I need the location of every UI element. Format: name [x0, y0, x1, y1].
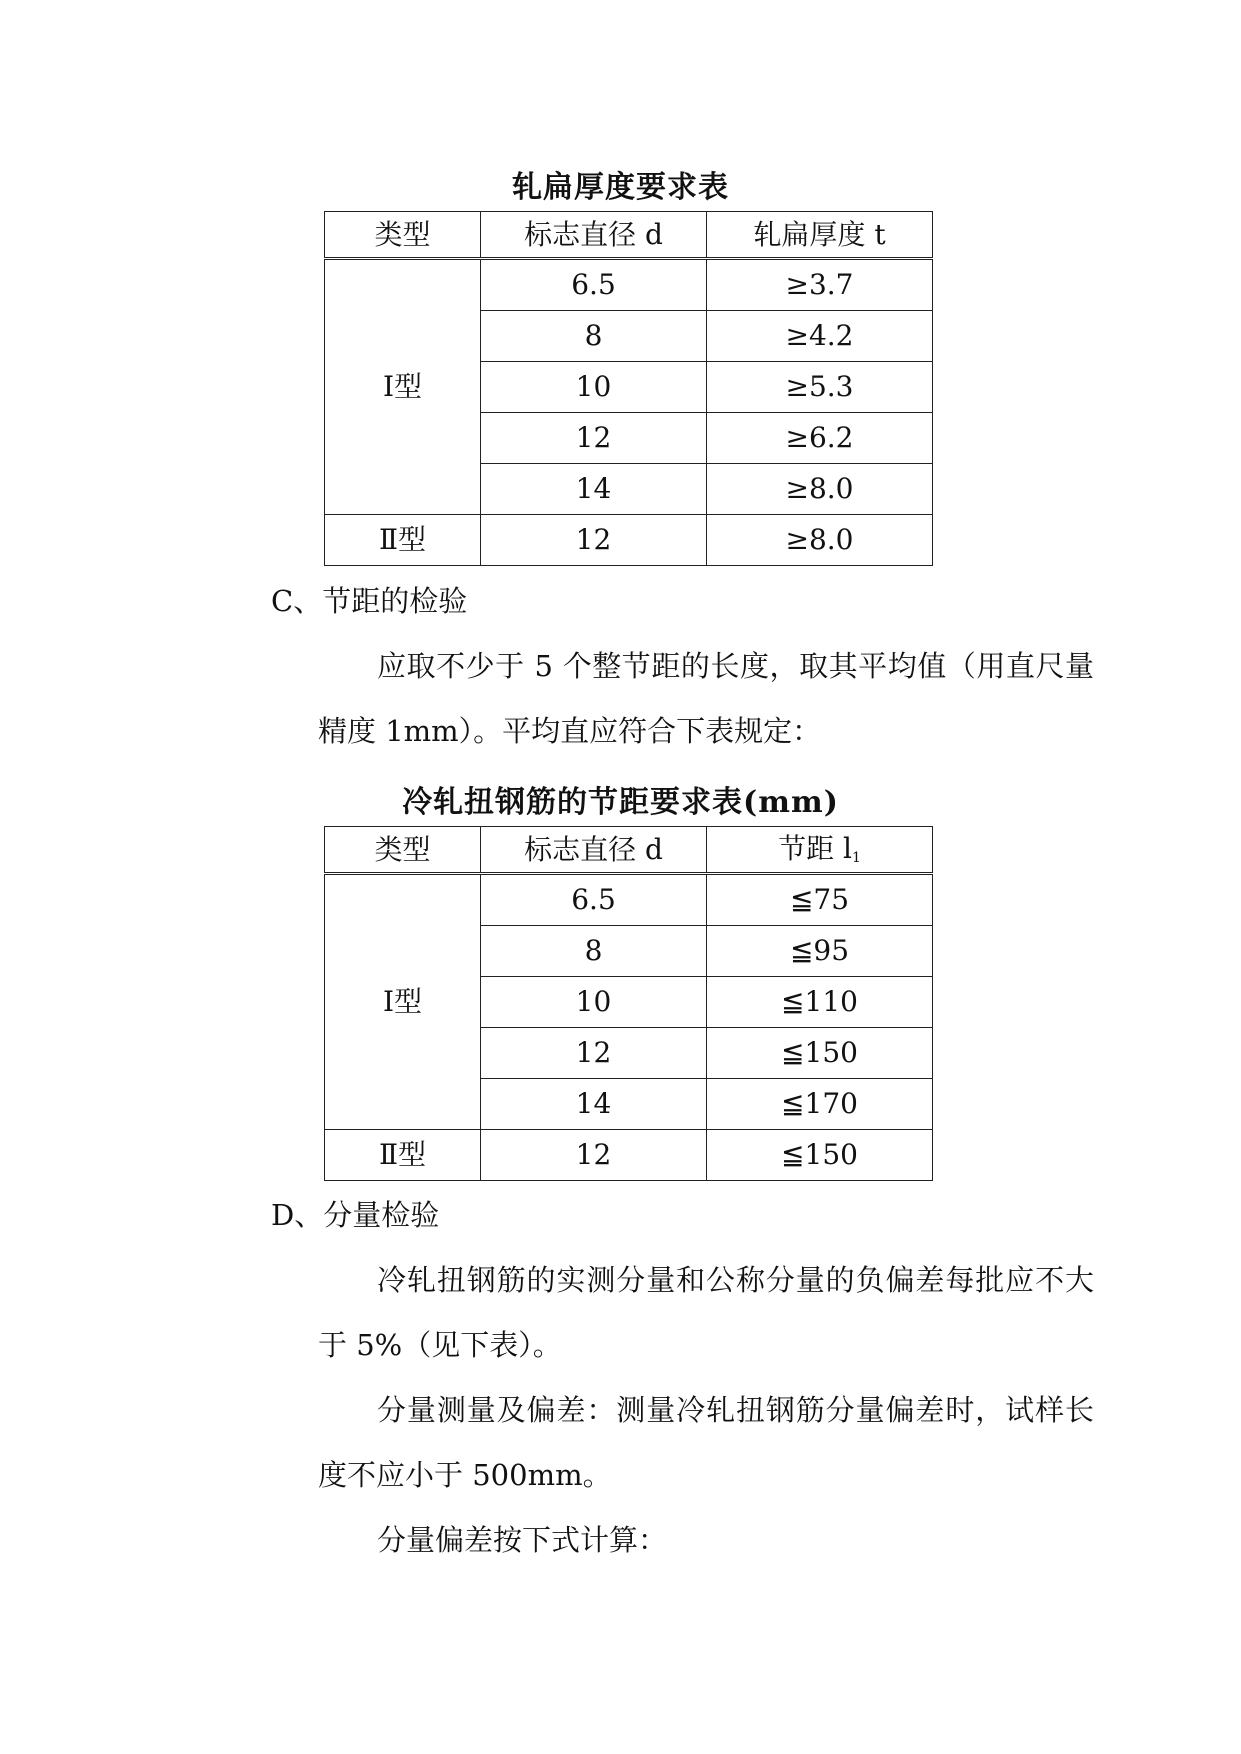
- table2-header-pitch: [707, 827, 933, 874]
- table2-cell-d: 14: [481, 1079, 707, 1130]
- table2-header-row: [325, 827, 933, 874]
- table2-header-pitch-label: 节距 l: [778, 831, 852, 865]
- section-d-heading: D、分量检验: [271, 1198, 440, 1232]
- table1-cell-d: 14: [481, 464, 707, 515]
- table2-caption: 冷轧扭钢筋的节距要求表(mm): [402, 785, 839, 820]
- table2-header-diameter: 标志直径 d: [481, 827, 707, 874]
- table2-cell-pitch: ≦95: [707, 926, 933, 977]
- table2-cell-pitch: ≦150: [707, 1028, 933, 1079]
- table2-cell-pitch: ≦75: [707, 874, 933, 926]
- table1-cell-d: 6.5: [481, 259, 707, 311]
- table1-type-i: Ⅰ型: [325, 259, 481, 515]
- section-d-paragraph-1: 冷轧扭钢筋的实测分量和公称分量的负偏差每批应不大于 5%（见下表）。: [318, 1263, 1094, 1362]
- table2-cell-pitch: ≦110: [707, 977, 933, 1028]
- table1-cell-t: ≥3.7: [707, 259, 933, 311]
- table1-header-row: [325, 212, 933, 259]
- section-d-paragraph-3: 分量偏差按下式计算：: [377, 1523, 668, 1557]
- table1-cell-t: ≥6.2: [707, 413, 933, 464]
- table2-cell-d: 12: [481, 1130, 707, 1181]
- table1-header-thickness: 轧扁厚度 t: [707, 212, 933, 259]
- table2-cell-pitch: ≦150: [707, 1130, 933, 1181]
- section-d-paragraph-2: 分量测量及偏差：测量冷轧扭钢筋分量偏差时，试样长度不应小于 500mm。: [318, 1393, 1094, 1492]
- table2-header-type: 类型: [325, 827, 481, 874]
- table1-cell-t: ≥8.0: [707, 464, 933, 515]
- table-row: [325, 259, 933, 311]
- table2-cell-pitch: ≦170: [707, 1079, 933, 1130]
- table1-rolled-thickness: [324, 211, 933, 566]
- section-c-paragraph: 应取不少于 5 个整节距的长度，取其平均值（用直尺量精度 1mm）。平均直应符合下表规定：: [318, 649, 1094, 748]
- table2-cell-d: 8: [481, 926, 707, 977]
- table1-cell-d: 8: [481, 311, 707, 362]
- table1-header-diameter: 标志直径 d: [481, 212, 707, 259]
- table1-type-ii: Ⅱ型: [325, 515, 481, 566]
- table1-cell-d: 12: [481, 515, 707, 566]
- table1-cell-t: ≥5.3: [707, 362, 933, 413]
- table1-caption: 轧扁厚度要求表: [512, 170, 729, 205]
- table1-cell-t: ≥4.2: [707, 311, 933, 362]
- table1-cell-t: ≥8.0: [707, 515, 933, 566]
- table1-cell-d: 10: [481, 362, 707, 413]
- table-row: [325, 1130, 933, 1181]
- table2-pitch: [324, 826, 933, 1181]
- section-c-heading: C、节距的检验: [271, 584, 468, 618]
- table2-type-ii: Ⅱ型: [325, 1130, 481, 1181]
- table2-cell-d: 10: [481, 977, 707, 1028]
- table-row: [325, 515, 933, 566]
- table2-type-i: Ⅰ型: [325, 874, 481, 1130]
- table2-cell-d: 6.5: [481, 874, 707, 926]
- table2-header-pitch-subscript: 1: [851, 849, 861, 866]
- table2-cell-d: 12: [481, 1028, 707, 1079]
- table-row: [325, 874, 933, 926]
- table1-header-type: 类型: [325, 212, 481, 259]
- table1-cell-d: 12: [481, 413, 707, 464]
